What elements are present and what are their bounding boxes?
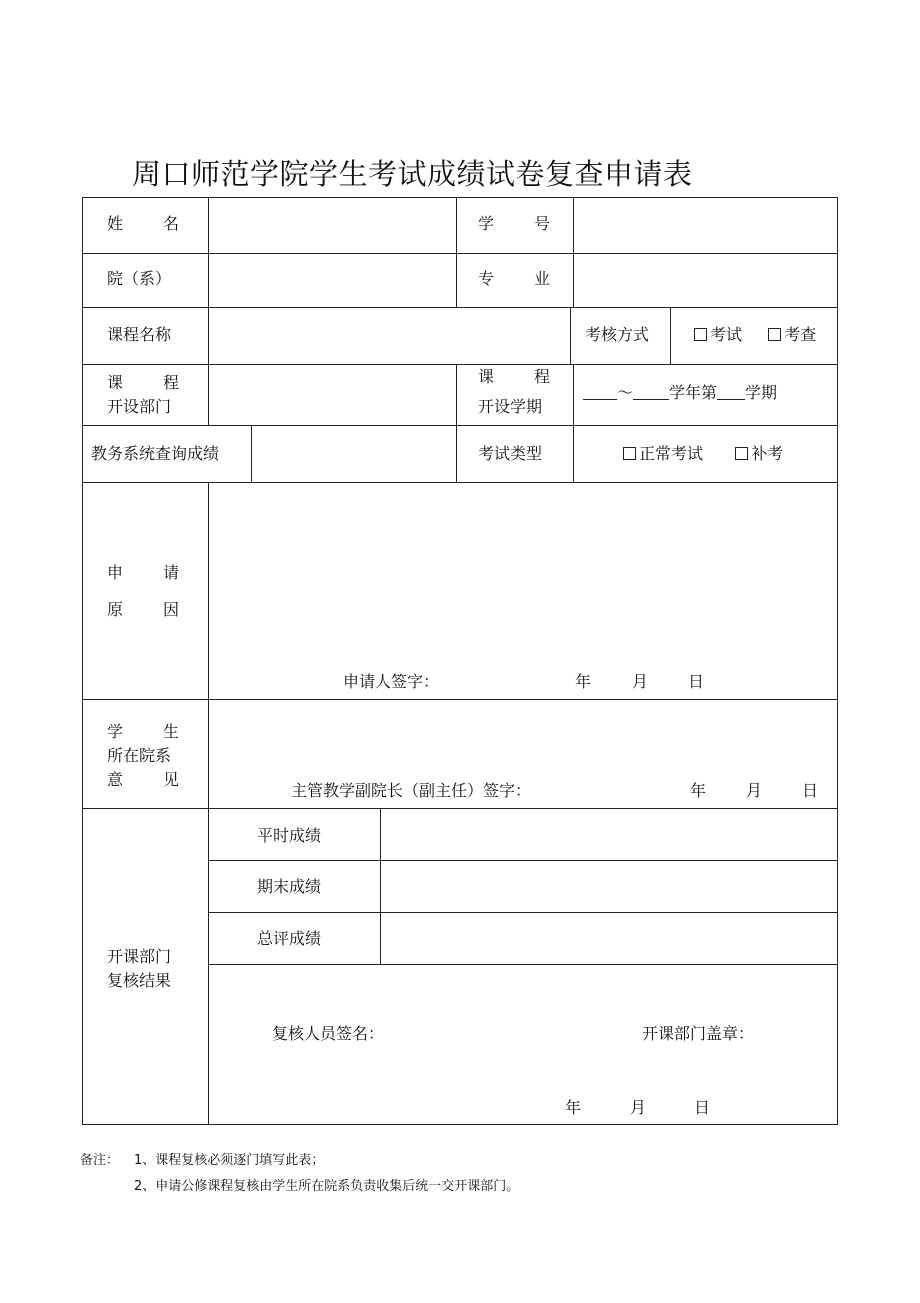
row-divider <box>82 307 838 308</box>
opinion-year: 年 <box>690 781 707 800</box>
row-divider <box>82 808 838 809</box>
assessment-options: 考试 考查 <box>694 324 816 346</box>
makeup-exam-checkbox[interactable] <box>735 447 748 460</box>
course-name-label: 课程名称 <box>107 325 172 344</box>
normal-exam-checkbox[interactable] <box>623 447 636 460</box>
col-divider <box>570 307 571 365</box>
col-divider <box>456 197 457 308</box>
table-border-left <box>82 197 83 1125</box>
offering-term-label-line1: 课 程 <box>478 367 550 386</box>
table-border-right <box>837 197 838 1125</box>
usual-score-label: 平时成绩 <box>257 826 322 845</box>
major-label: 专 业 <box>478 269 550 288</box>
reason-label-line2: 原 因 <box>107 600 179 619</box>
col-divider <box>208 197 209 425</box>
offering-term-label: 开设学期 <box>478 397 543 416</box>
col-divider <box>573 197 574 308</box>
col-divider <box>251 425 252 483</box>
student-id-label: 学 号 <box>478 214 550 233</box>
reason-month: 月 <box>632 672 649 691</box>
exam-type-label: 考试类型 <box>478 444 543 463</box>
col-divider <box>456 364 457 483</box>
row-divider <box>208 912 838 913</box>
vice-dean-signature-label: 主管教学副院长（副主任）签字： <box>291 781 532 800</box>
opinion-month: 月 <box>746 781 763 800</box>
review-year: 年 <box>565 1098 582 1117</box>
row-divider <box>208 860 838 861</box>
review-label-line1: 开课部门 <box>107 947 172 966</box>
name-label: 姓 名 <box>107 214 179 233</box>
note-item-2: 2、申请公修课程复核由学生所在院系负责收集后统一交开课部门。 <box>134 1179 520 1194</box>
reason-year: 年 <box>575 672 592 691</box>
col-divider <box>208 482 209 1125</box>
opinion-day: 日 <box>802 781 819 800</box>
exam-type-options: 正常考试 补考 <box>623 443 783 465</box>
department-stamp-label: 开课部门盖章： <box>642 1024 755 1043</box>
row-divider <box>208 964 838 965</box>
assessment-method-label: 考核方式 <box>585 325 650 344</box>
review-month: 月 <box>630 1098 647 1117</box>
end-year-blank[interactable] <box>633 385 669 400</box>
check-checkbox[interactable] <box>768 328 781 341</box>
opinion-label-line1: 学 生 <box>107 722 179 741</box>
total-score-label: 总评成绩 <box>257 929 322 948</box>
system-score-label: 教务系统查询成绩 <box>91 444 220 463</box>
row-divider <box>82 364 838 365</box>
reason-day: 日 <box>688 672 705 691</box>
table-border-bottom <box>82 1124 838 1125</box>
opinion-label-line2: 所在院系 <box>107 746 172 765</box>
department-label: 院（系） <box>107 269 172 288</box>
row-divider <box>82 482 838 483</box>
reason-label-line1: 申 请 <box>107 563 179 582</box>
review-label-line2: 复核结果 <box>107 971 172 990</box>
offering-department-label: 开设部门 <box>107 397 172 416</box>
applicant-signature-label: 申请人签字： <box>343 672 440 691</box>
col-divider <box>670 307 671 365</box>
review-day: 日 <box>694 1098 711 1117</box>
opinion-label-line3: 意 见 <box>107 770 179 789</box>
row-divider <box>82 425 838 426</box>
col-divider <box>573 364 574 483</box>
form-title: 周口师范学院学生考试成绩试卷复查申请表 <box>132 157 693 191</box>
offering-label-line1: 课 程 <box>107 373 179 392</box>
table-border-top <box>82 197 838 198</box>
term-fill-line: ～ 学年第 学期 <box>583 382 777 404</box>
note-item-1: 1、课程复核必须逐门填写此表； <box>134 1153 325 1168</box>
notes-prefix: 备注： <box>80 1153 120 1168</box>
final-score-label: 期末成绩 <box>257 877 322 896</box>
row-divider <box>82 253 838 254</box>
start-year-blank[interactable] <box>583 385 617 400</box>
row-divider <box>82 699 838 700</box>
reviewer-signature-label: 复核人员签名： <box>272 1024 385 1043</box>
col-divider <box>380 808 381 965</box>
term-number-blank[interactable] <box>717 385 745 400</box>
exam-checkbox[interactable] <box>694 328 707 341</box>
